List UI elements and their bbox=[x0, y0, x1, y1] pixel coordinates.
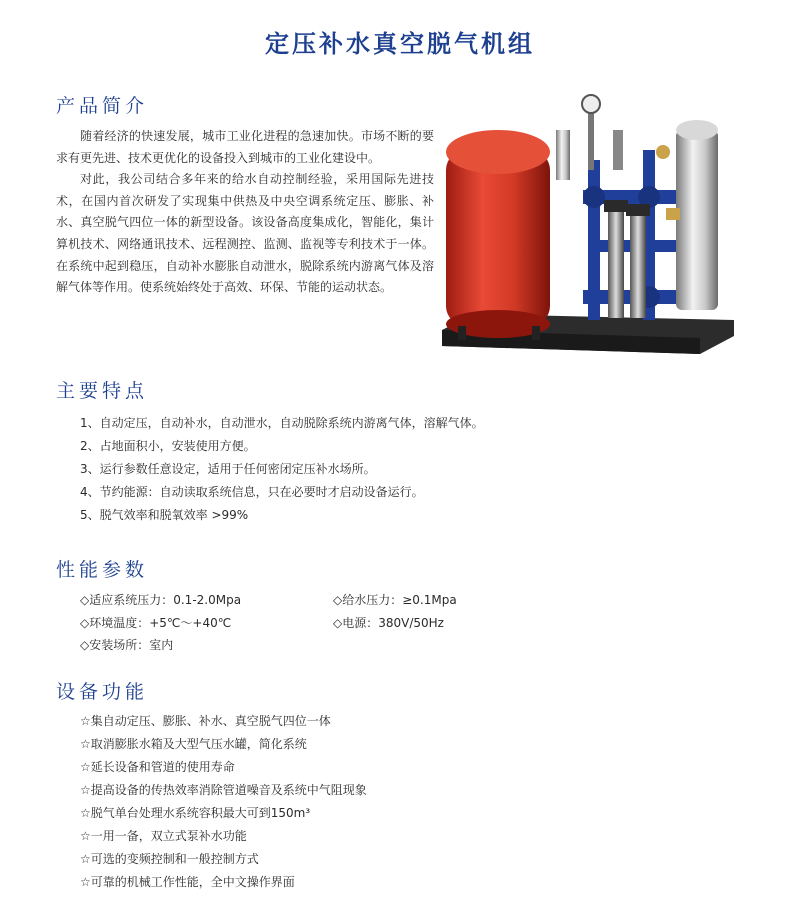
function-item: ☆可选的变频控制和一般控制方式 bbox=[80, 852, 259, 866]
param-item: ◇电源：380V/50Hz bbox=[333, 615, 444, 630]
function-item: ☆脱气单台处理水系统容积最大可到150m³ bbox=[80, 806, 311, 820]
product-image bbox=[438, 90, 738, 358]
function-item: ☆提高设备的传热效率消除管道噪音及系统中气阻现象 bbox=[80, 783, 367, 797]
function-item: ☆一用一备，双立式泵补水功能 bbox=[80, 829, 247, 843]
feature-item: 4、节约能源：自动读取系统信息，只在必要时才启动设备运行。 bbox=[80, 485, 424, 499]
intro-paragraph: 对此，我公司结合多年来的给水自动控制经验，采用国际先进技术，在国内首次研发了实现集中供热及中央空调系统定压、膨胀、补水、真空脱气四位一体的新型设备。该设备高度集成化，智能化，集计算机技术、网络通讯技术、远程测控、监测、监视等专利技术于一体。在系统中起到稳压，自动补水膨胀自动泄水，脱除系统内游离气体及溶解气体等作用。使系统始终处于高效、环保、节能的运动状态。 bbox=[56, 172, 434, 295]
intro-paragraph: 随着经济的快速发展，城市工业化进程的急速加快。市场不断的要求有更先进、技术更优化的设备投入到城市的工业化建设中。 bbox=[56, 129, 434, 165]
function-item: ☆延长设备和管道的使用寿命 bbox=[80, 760, 235, 774]
function-item: ☆可靠的机械工作性能，全中文操作界面 bbox=[80, 875, 295, 889]
features-list bbox=[80, 412, 484, 527]
feature-item: 1、自动定压，自动补水，自动泄水，自动脱除系统内游离气体，溶解气体。 bbox=[80, 416, 484, 430]
intro-text bbox=[56, 126, 434, 299]
feature-item: 2、占地面积小，安装使用方便。 bbox=[80, 439, 256, 453]
param-item: ◇适应系统压力：0.1-2.0Mpa bbox=[80, 593, 242, 607]
function-item: ☆集自动定压、膨胀、补水、真空脱气四位一体 bbox=[80, 714, 331, 728]
section-title-features: 主要特点 bbox=[56, 380, 149, 402]
feature-item: 5、脱气效率和脱氧效率 >99% bbox=[80, 508, 249, 522]
section-title-functions: 设备功能 bbox=[56, 681, 149, 703]
feature-item: 3、运行参数任意设定，适用于任何密闭定压补水场所。 bbox=[80, 462, 376, 476]
param-item: ◇给水压力：≥0.1Mpa bbox=[333, 593, 457, 607]
section-title-params: 性能参数 bbox=[56, 559, 149, 581]
section-title-intro: 产品简介 bbox=[56, 95, 149, 117]
params-grid bbox=[80, 589, 586, 657]
param-item: ◇环境温度：+5℃～+40℃ bbox=[80, 615, 232, 630]
functions-list bbox=[80, 710, 367, 894]
function-item: ☆取消膨胀水箱及大型气压水罐，简化系统 bbox=[80, 737, 307, 751]
param-item: ◇安装场所：室内 bbox=[80, 638, 174, 652]
page-title: 定压补水真空脱气机组 bbox=[265, 30, 535, 58]
